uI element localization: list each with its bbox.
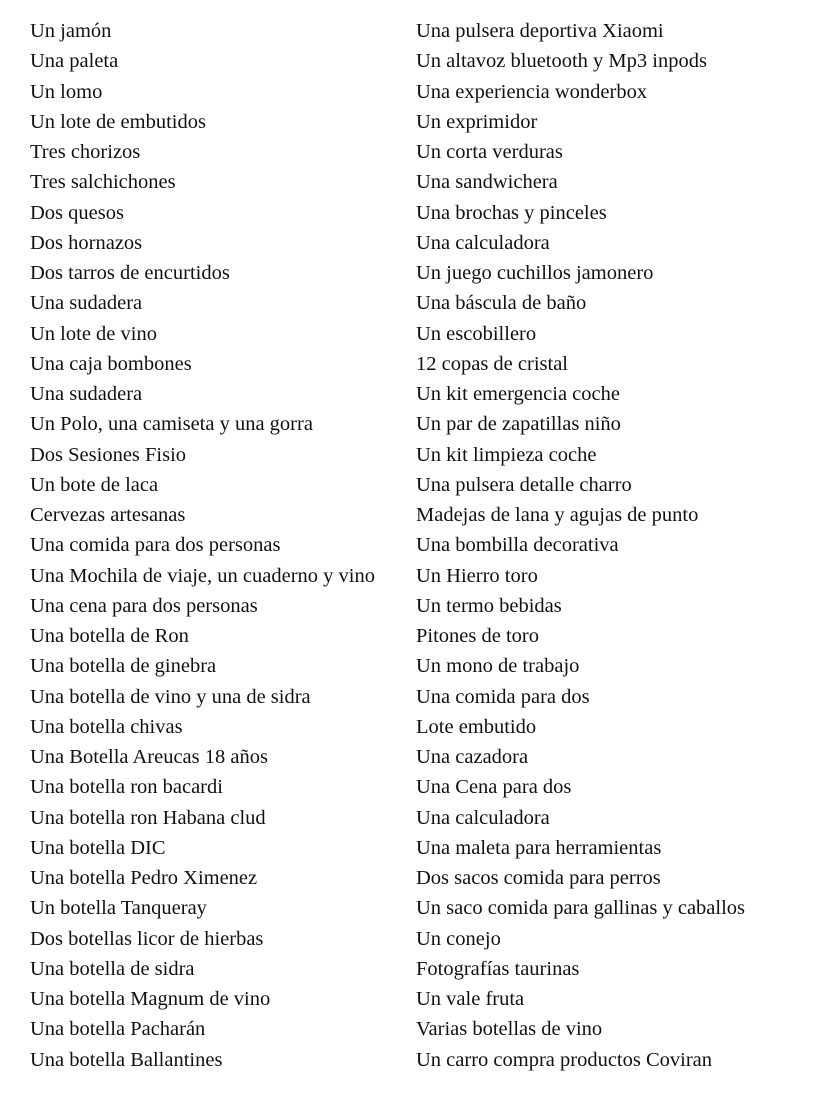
list-item: Una botella Pacharán xyxy=(30,1018,206,1041)
list-item: Un lomo xyxy=(30,80,103,103)
right-column-list xyxy=(416,16,816,1075)
list-item: Una cena para dos personas xyxy=(30,594,258,617)
list-item: Un Hierro toro xyxy=(416,564,538,587)
list-item: Dos hornazos xyxy=(30,231,143,254)
list-item: Un saco comida para gallinas y caballos xyxy=(416,897,746,920)
list-item: Dos sacos comida para perros xyxy=(416,867,661,889)
list-item: Un altavoz bluetooth y Mp3 inpods xyxy=(416,50,707,73)
list-item: Una botella de vino y una de sidra xyxy=(30,685,311,708)
list-item: Una báscula de baño xyxy=(416,292,587,315)
list-item: Un lote de embutidos xyxy=(30,110,206,133)
list-item: Una botella chivas xyxy=(30,715,183,738)
list-item: Varias botellas de vino xyxy=(416,1018,603,1041)
list-item: Una paleta xyxy=(30,50,119,73)
list-item: Una botella de Ron xyxy=(30,625,189,647)
list-item: Una calculadora xyxy=(416,231,550,254)
list-item: Un termo bebidas xyxy=(416,594,562,617)
list-item: Una experiencia wonderbox xyxy=(416,80,648,103)
list-item: Pitones de toro xyxy=(416,625,539,647)
list-item: Una sudadera xyxy=(30,292,143,315)
list-item: Una comida para dos xyxy=(416,685,590,708)
left-column-list xyxy=(30,16,415,1075)
list-item: Un exprimidor xyxy=(416,110,538,133)
list-item: Tres chorizos xyxy=(30,141,141,163)
list-item: Un lote de vino xyxy=(30,322,157,345)
list-item: Una botella Magnum de vino xyxy=(30,988,271,1010)
list-item: Una Cena para dos xyxy=(416,776,572,799)
list-item: Un kit limpieza coche xyxy=(416,443,597,466)
list-item: Una botella Ballantines xyxy=(30,1048,223,1071)
list-item: Madejas de lana y agujas de punto xyxy=(416,504,699,526)
list-item: Un jamón xyxy=(30,20,112,42)
list-item: Una pulsera detalle charro xyxy=(416,473,632,496)
list-item: Un kit emergencia coche xyxy=(416,383,620,405)
list-item: Una bombilla decorativa xyxy=(416,534,619,557)
list-item: Una Mochila de viaje, un cuaderno y vino xyxy=(30,564,375,587)
list-item: Una comida para dos personas xyxy=(30,534,281,557)
list-item: Un carro compra productos Coviran xyxy=(416,1048,713,1071)
list-item: Una sandwichera xyxy=(416,171,558,194)
list-item: Una Botella Areucas 18 años xyxy=(30,746,268,768)
list-item: Dos tarros de encurtidos xyxy=(30,262,230,284)
list-item: Un conejo xyxy=(416,927,501,950)
list-item: Un corta verduras xyxy=(416,141,563,163)
list-item: Cervezas artesanas xyxy=(30,504,186,526)
list-item: Un mono de trabajo xyxy=(416,655,580,678)
list-item: Una maleta para herramientas xyxy=(416,836,662,859)
list-item: Un bote de laca xyxy=(30,473,159,496)
list-item: Una caja bombones xyxy=(30,352,192,375)
list-item: Una botella ron Habana clud xyxy=(30,806,266,829)
list-item: Un juego cuchillos jamonero xyxy=(416,262,654,284)
list-item: Un vale fruta xyxy=(416,988,525,1010)
list-item: Una brochas y pinceles xyxy=(416,201,607,224)
list-item: Una pulsera deportiva Xiaomi xyxy=(416,20,664,42)
list-item: Tres salchichones xyxy=(30,171,176,194)
list-item: Una cazadora xyxy=(416,746,529,768)
list-item: Un botella Tanqueray xyxy=(30,897,207,920)
list-item: 12 copas de cristal xyxy=(416,352,568,375)
list-item: Fotografías taurinas xyxy=(416,957,580,980)
list-item: Una botella de sidra xyxy=(30,957,195,980)
list-item: Un Polo, una camiseta y una gorra xyxy=(30,413,313,436)
list-item: Dos Sesiones Fisio xyxy=(30,443,187,466)
list-item: Lote embutido xyxy=(416,715,537,738)
list-item: Dos botellas licor de hierbas xyxy=(30,927,264,950)
list-item: Un par de zapatillas niño xyxy=(416,413,621,436)
list-item: Una botella Pedro Ximenez xyxy=(30,867,258,889)
list-item: Una botella de ginebra xyxy=(30,655,217,678)
list-item: Una botella DIC xyxy=(30,836,166,859)
list-item: Una botella ron bacardi xyxy=(30,776,223,799)
list-item: Dos quesos xyxy=(30,201,124,224)
list-item: Una calculadora xyxy=(416,806,550,829)
list-item: Una sudadera xyxy=(30,383,143,405)
list-item: Un escobillero xyxy=(416,322,537,345)
